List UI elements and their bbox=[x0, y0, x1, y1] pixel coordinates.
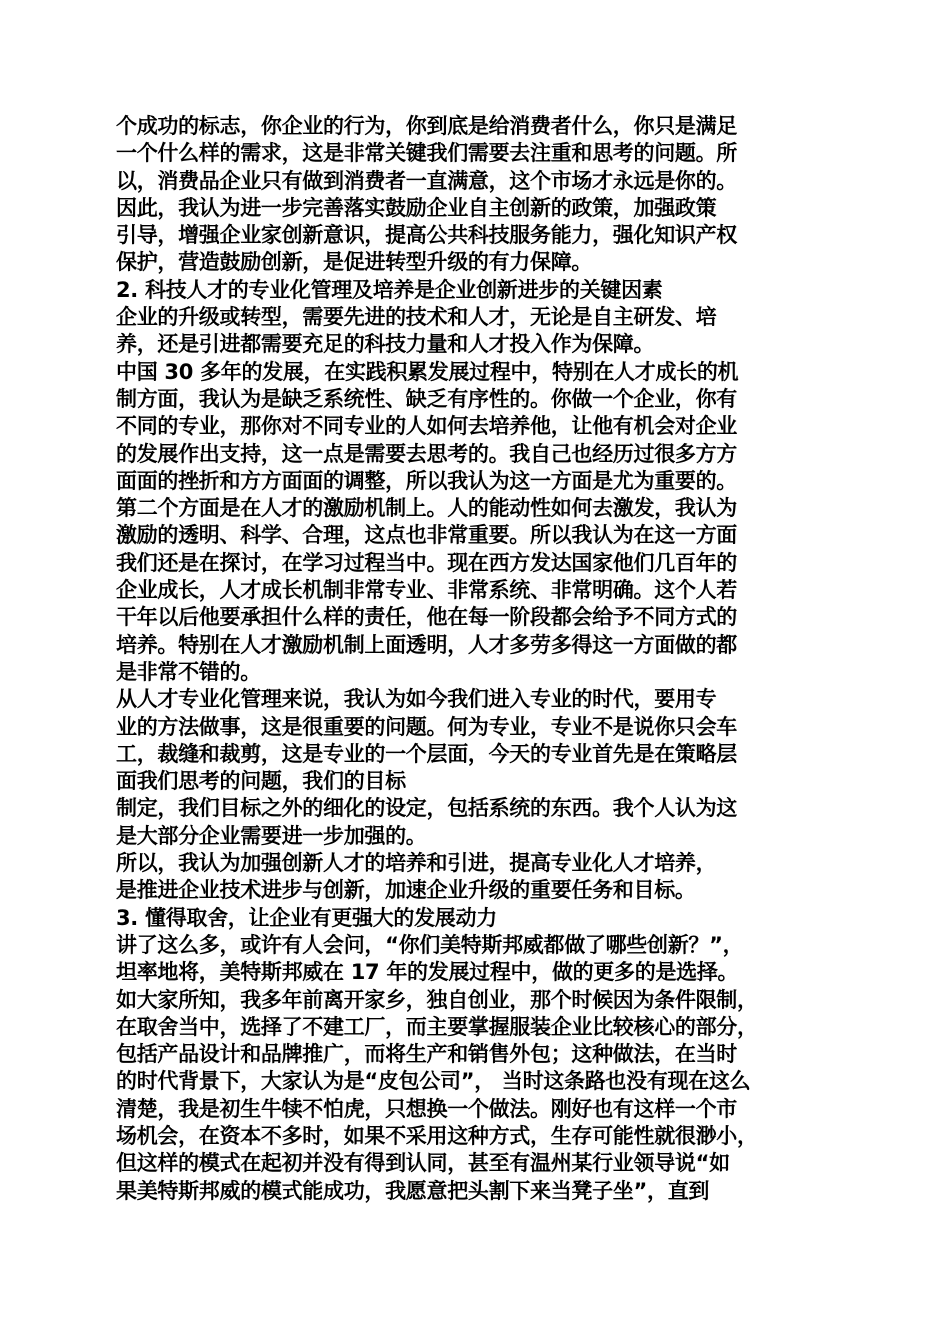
text-line: 在取舍当中，选择了不建工厂，而主要掌握服装企业比较核心的部分， bbox=[116, 1014, 758, 1039]
text-line: 不同的专业，那你对不同专业的人如何去培养他，让他有机会对企业 bbox=[116, 414, 737, 439]
text-line: 场机会，在资本不多时，如果不采用这种方式，生存可能性就很渺小， bbox=[116, 1123, 758, 1148]
text-line: 一个什么样的需求，这是非常关键我们需要去注重和思考的问题。所 bbox=[116, 141, 737, 166]
text-line: 是非常不错的。 bbox=[116, 659, 261, 684]
text-line: 养，还是引进都需要充足的科技力量和人才投入作为保障。 bbox=[116, 332, 655, 357]
section-heading: 2. 科技人才的专业化管理及培养是企业创新进步的关键因素 bbox=[116, 277, 663, 302]
text-line: 从人才专业化管理来说，我认为如今我们进入专业的时代，要用专 bbox=[116, 687, 717, 712]
text-line: 因此，我认为进一步完善落实鼓励企业自主创新的政策，加强政策 bbox=[116, 195, 717, 220]
text-line: 中国 30 多年的发展，在实践积累发展过程中，特别在人才成长的机 bbox=[116, 359, 739, 384]
text-line: 制方面，我认为是缺乏系统性、缺乏有序性的。你做一个企业，你有 bbox=[116, 386, 737, 411]
text-line: 讲了这么多，或许有人会问，“你们美特斯邦威都做了哪些创新？”， bbox=[116, 932, 744, 957]
text-line: 清楚，我是初生牛犊不怕虎，只想换一个做法。刚好也有这样一个市 bbox=[116, 1096, 737, 1121]
text-line: 是大部分企业需要进一步加强的。 bbox=[116, 823, 427, 848]
text-line: 引导，增强企业家创新意识，提高公共科技服务能力，强化知识产权 bbox=[116, 223, 737, 248]
text-line: 第二个方面是在人才的激励机制上。人的能动性如何去激发，我认为 bbox=[116, 496, 737, 521]
document-body bbox=[116, 113, 846, 1205]
text-line: 个成功的标志，你企业的行为，你到底是给消费者什么，你只是满足 bbox=[116, 114, 737, 138]
text-line: 是推进企业技术进步与创新，加速企业升级的重要任务和目标。 bbox=[116, 878, 696, 903]
text-line: 面面的挫折和方方面面的调整，所以我认为这一方面是尤为重要的。 bbox=[116, 468, 737, 493]
text-line: 面我们思考的问题，我们的目标 bbox=[116, 769, 406, 794]
text-line: 的时代背景下，大家认为是“皮包公司”， 当时这条路也没有现在这么 bbox=[116, 1069, 751, 1094]
text-line: 如大家所知，我多年前离开家乡，独自创业，那个时候因为条件限制， bbox=[116, 987, 758, 1012]
text-line: 保护，营造鼓励创新，是促进转型升级的有力保障。 bbox=[116, 250, 593, 275]
text-line: 干年以后他要承担什么样的责任，他在每一阶段都会给予不同方式的 bbox=[116, 605, 737, 630]
text-line: 的发展作出支持，这一点是需要去思考的。我自己也经历过很多方方 bbox=[116, 441, 737, 466]
text-line: 激励的透明、科学、合理，这点也非常重要。所以我认为在这一方面 bbox=[116, 523, 737, 548]
section-heading: 3. 懂得取舍，让企业有更强大的发展动力 bbox=[116, 905, 497, 930]
text-line: 业的方法做事，这是很重要的问题。何为专业，专业不是说你只会车 bbox=[116, 714, 737, 739]
text-line: 工，裁缝和裁剪，这是专业的一个层面，今天的专业首先是在策略层 bbox=[116, 741, 737, 766]
text-line: 企业的升级或转型，需要先进的技术和人才，无论是自主研发、培 bbox=[116, 305, 717, 330]
text-line: 制定，我们目标之外的细化的设定，包括系统的东西。我个人认为这 bbox=[116, 796, 737, 821]
text-line: 以，消费品企业只有做到消费者一直满意，这个市场才永远是你的。 bbox=[116, 168, 737, 193]
text-line: 果美特斯邦威的模式能成功，我愿意把头割下来当凳子坐”，直到 bbox=[116, 1178, 710, 1203]
text-line: 包括产品设计和品牌推广，而将生产和销售外包；这种做法，在当时 bbox=[116, 1042, 737, 1067]
text-line: 我们还是在探讨，在学习过程当中。现在西方发达国家他们几百年的 bbox=[116, 550, 737, 575]
text-line: 企业成长，人才成长机制非常专业、非常系统、非常明确。这个人若 bbox=[116, 578, 737, 603]
text-line: 所以，我认为加强创新人才的培养和引进，提高专业化人才培养， bbox=[116, 851, 717, 876]
text-line: 但这样的模式在起初并没有得到认同，甚至有温州某行业领导说“如 bbox=[116, 1151, 730, 1176]
text-line: 培养。特别在人才激励机制上面透明，人才多劳多得这一方面做的都 bbox=[116, 632, 737, 657]
text-line: 坦率地将，美特斯邦威在 17 年的发展过程中，做的更多的是选择。 bbox=[116, 960, 739, 985]
